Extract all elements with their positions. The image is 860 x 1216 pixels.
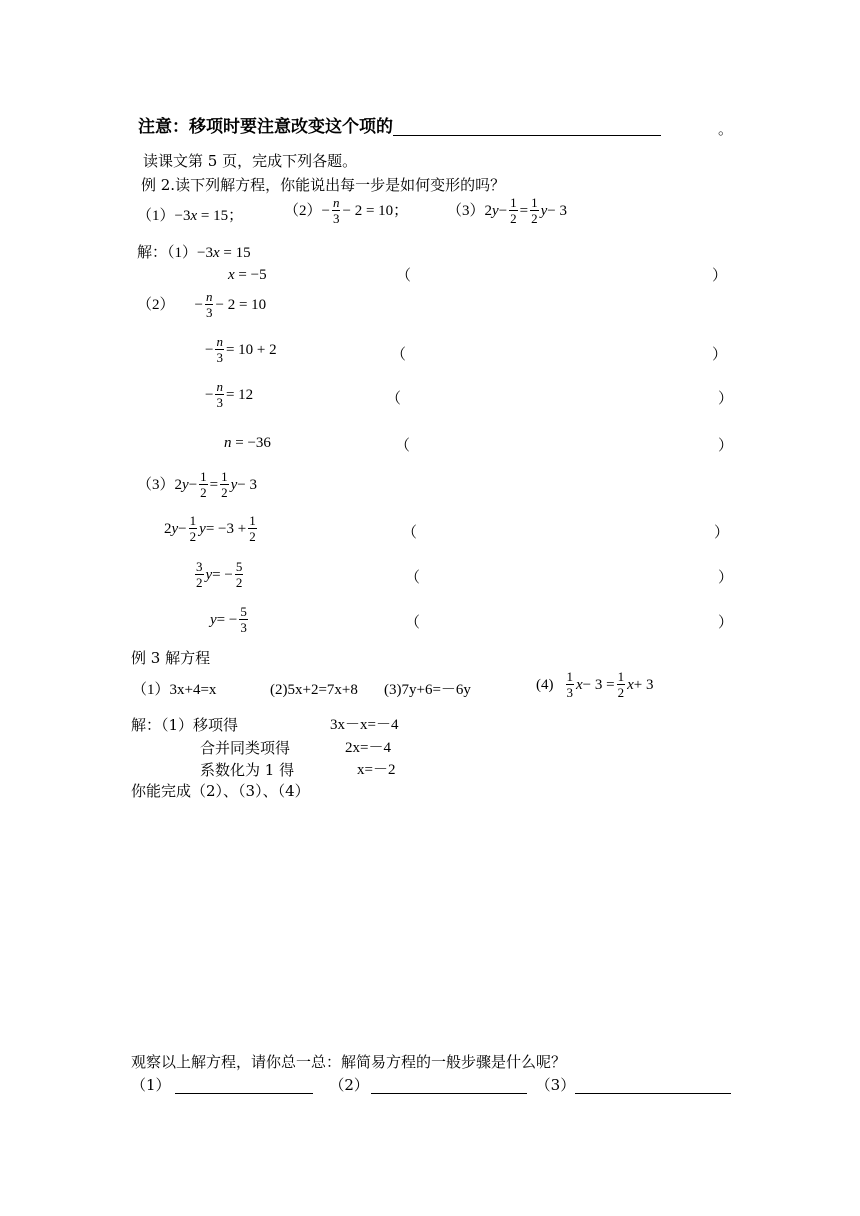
ex3-q1: （1）3x+4=x xyxy=(132,682,217,698)
summary-step-1-blank[interactable] xyxy=(175,1077,313,1094)
summary-step-2-blank[interactable] xyxy=(371,1077,527,1094)
paren-open: （ xyxy=(395,436,411,454)
paren-close: ） xyxy=(712,266,728,284)
sol1-line2: x = −5 xyxy=(228,267,267,283)
paren-close: ） xyxy=(718,436,734,454)
paren-close: ） xyxy=(718,613,734,631)
ex3-sol-step2-label: 合并同类项得 xyxy=(200,739,291,757)
sol3-line2: 2 y − $\frac{1}{2}$ y = −3 + $\frac{1}{2}$ xyxy=(164,513,256,544)
summary-step-3-blank[interactable] xyxy=(575,1077,731,1094)
summary-step-2-label: （2） xyxy=(329,1076,369,1094)
paren-close: ） xyxy=(718,389,734,407)
ex3-sol-step2-eq: 2x=－4 xyxy=(345,740,391,756)
example2-title: 例 2.读下列解方程，你能说出每一步是如何变形的吗？ xyxy=(141,176,506,194)
paren-open: （ xyxy=(402,523,418,541)
ex3-q4: (4) $\frac{1}{3}$ x − 3 = $\frac{1}{2}$ x + 3 xyxy=(536,669,654,700)
summary-step-1-label: （1） xyxy=(131,1076,171,1094)
paren-open: （ xyxy=(405,568,421,586)
sol2-line1: （2） − $\frac{n}{3}$ − 2 = 10 xyxy=(137,289,267,320)
paren-open: （ xyxy=(386,389,402,407)
ex2-problem-2: （2） − $\frac{n}{3}$ − 2 = 10； xyxy=(284,195,409,226)
note-blank xyxy=(393,119,661,136)
ex3-sol-step1-label: 解：（1）移项得 xyxy=(131,716,239,734)
paren-open: （ xyxy=(391,345,407,363)
paren-close: ） xyxy=(712,345,728,363)
paren-close: ） xyxy=(718,568,734,586)
summary-step-3-label: （3） xyxy=(535,1076,576,1094)
ex3-sol-step3-eq: x=－2 xyxy=(357,762,396,778)
sol1-line1: 解：（1）−3x = 15 xyxy=(137,245,251,261)
summary-text: 观察以上解方程，请你总一总：解简易方程的一般步骤是什么呢？ xyxy=(131,1053,567,1071)
sol3-line4: y = − $\frac{5}{3}$ xyxy=(210,604,247,635)
note-suffix: 。 xyxy=(718,120,734,138)
sol3-line3: $\frac{3}{2}$ y = − $\frac{5}{2}$ xyxy=(196,559,243,590)
ex3-prompt: 你能完成（2）、（3）、（4） xyxy=(131,782,310,800)
summary-steps xyxy=(131,1076,731,1094)
paren-open: （ xyxy=(405,613,421,631)
sol2-line3: − $\frac{n}{3}$ = 12 xyxy=(205,379,254,410)
note-text: 注意：移项时要注意改变这个项的 xyxy=(138,117,393,137)
sol2-line2: − $\frac{n}{3}$ = 10 + 2 xyxy=(205,334,277,365)
note-line xyxy=(138,118,661,136)
sol3-line1: （3） 2 y − $\frac{1}{2}$ = $\frac{1}{2}$ y − 3 xyxy=(137,469,258,500)
ex3-sol-step1-eq: 3x－x=－4 xyxy=(330,717,399,733)
paren-close: ） xyxy=(714,523,730,541)
ex3-sol-step3-label: 系数化为 1 得 xyxy=(200,761,295,779)
paren-open: （ xyxy=(396,266,412,284)
ex2-problem-3: （3） 2 y − $\frac{1}{2}$ = $\frac{1}{2}$ y − 3 xyxy=(447,195,568,226)
example3-title: 例 3 解方程 xyxy=(131,649,211,667)
sol2-line4: n = −36 xyxy=(224,435,271,451)
ex3-q2: (2)5x+2=7x+8 xyxy=(270,682,358,698)
ex2-problem-1: （1）−3x = 15； xyxy=(137,208,244,224)
instruction: 读课文第 5 页，完成下列各题。 xyxy=(143,152,358,170)
ex3-q3: (3)7y+6=－6y xyxy=(384,682,471,698)
